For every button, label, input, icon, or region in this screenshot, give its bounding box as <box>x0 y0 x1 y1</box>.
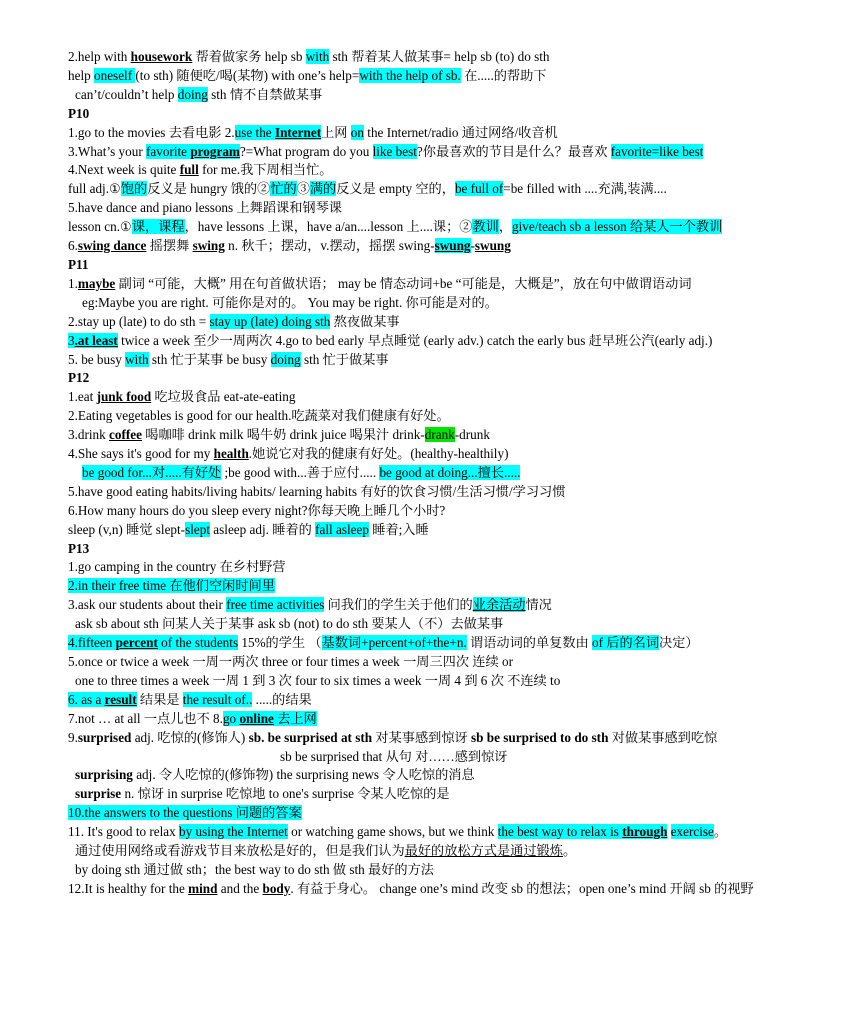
highlighted-text: be good for...对.....有好处 <box>82 464 222 480</box>
text-line <box>68 275 794 294</box>
highlighted-text: 业余活动 <box>472 597 526 613</box>
text-segment: asleep adj. 睡着的 <box>210 521 316 537</box>
page-heading <box>68 540 794 559</box>
text-segment: housework <box>130 49 193 64</box>
page-heading <box>68 105 794 124</box>
text-line <box>75 842 794 861</box>
text-segment: one to three times a week 一周 1 到 3 次 four to six times a week 一周 4 到 6 次 不连续 to <box>75 672 561 688</box>
highlighted-text: 3 <box>68 332 75 348</box>
text-segment: 1.eat <box>68 389 97 405</box>
text-segment: -drunk <box>454 427 490 443</box>
text-segment: maybe <box>77 275 116 291</box>
highlighted-text: percent <box>115 635 158 651</box>
highlighted-text: the best way to relax is <box>497 824 623 840</box>
text-segment: by doing sth 通过做 sth；the best way to do sth 做 sth 最好的方法 <box>75 861 434 877</box>
text-line <box>75 86 794 105</box>
text-segment: 摇摆舞 <box>146 238 193 254</box>
highlighted-text: online <box>239 710 274 726</box>
text-segment: .....的结果 <box>252 691 312 707</box>
text-line <box>68 332 794 351</box>
text-segment: P10 <box>68 105 90 121</box>
highlighted-text: be good at doing...擅长..... <box>379 464 521 480</box>
text-line <box>68 445 794 464</box>
highlighted-text: 基数词+percent+of+the+n. <box>321 635 467 651</box>
text-line <box>68 180 794 199</box>
highlighted-text: in their free time 在他们空闲时间里 <box>77 578 275 594</box>
highlighted-text: go <box>222 710 240 726</box>
highlighted-text: stay up (late) doing sth <box>209 313 331 329</box>
text-segment: junk food <box>96 389 152 405</box>
text-segment: 5.have dance and piano lessons 上舞蹈课和钢琴课 <box>68 200 342 216</box>
highlighted-text: favorite=like best <box>610 143 704 159</box>
highlighted-text: by using the Internet <box>179 824 288 840</box>
text-segment: 1.go to the movies 去看电影 2. <box>68 124 235 140</box>
text-segment: sth 情不自禁做某事 <box>207 86 323 102</box>
text-segment: 谓语动词的单复数由 <box>466 635 592 651</box>
text-segment: 6.How many hours do you sleep every night?你每天晚上睡几个小时? <box>68 502 446 518</box>
text-line <box>75 861 794 880</box>
text-segment: body <box>262 880 291 896</box>
highlighted-text: 忙的 <box>270 181 297 197</box>
highlighted-text: give/teach sb a lesson 给某人一个教训 <box>512 219 723 235</box>
text-segment: 4.She says it's good for my <box>68 446 214 462</box>
text-segment: 9. <box>68 729 78 745</box>
text-segment: 上网 <box>321 124 351 140</box>
text-line <box>68 748 861 767</box>
text-line <box>68 596 794 615</box>
text-segment: 问我们的学生关于他们的 <box>324 597 473 613</box>
text-segment: ，have lessons 上课，have a/an....lesson 上....课；② <box>184 219 473 235</box>
text-line <box>75 766 794 785</box>
text-segment: 对做某事感到吃惊 <box>608 729 718 745</box>
text-segment: 2.Eating vegetables is good for our health.吃蔬菜对我们健康有好处。 <box>68 408 450 424</box>
text-line <box>75 672 794 691</box>
text-segment: 吃垃圾食品 eat-ate-eating <box>151 389 296 405</box>
text-line <box>82 464 794 483</box>
text-line <box>75 785 794 804</box>
text-segment: . 有益于身心。 change one’s mind 改变 sb 的想法；open one’s mind 开阔 sb 的视野 <box>290 880 754 896</box>
text-segment: for me.我下周相当忙。 <box>198 162 333 178</box>
text-segment: 1. <box>68 275 78 291</box>
text-line <box>68 483 794 502</box>
text-segment: 反义是 hungry 饿的② <box>147 181 271 197</box>
highlighted-text: use the <box>234 124 275 140</box>
text-segment: coffee <box>109 427 142 443</box>
page-heading <box>68 256 794 275</box>
text-line <box>68 880 794 899</box>
text-segment: 帮着做家务 help sb <box>192 49 306 64</box>
highlighted-text: fifteen <box>77 635 116 651</box>
text-segment: drank <box>424 427 455 443</box>
highlighted-text: through <box>622 824 668 840</box>
text-line <box>68 634 794 653</box>
highlighted-text: 满的 <box>309 181 337 197</box>
highlighted-text: of 后的名词 <box>592 635 660 651</box>
text-segment: 熬夜做某事 <box>330 313 400 329</box>
text-segment: sth 忙于某事 be busy <box>148 351 271 367</box>
highlighted-text: exercise <box>670 824 714 840</box>
text-segment: 对某事感到惊讶 <box>372 729 471 745</box>
text-line <box>68 407 794 426</box>
highlighted-text: 去上网 <box>273 710 317 726</box>
text-segment: full adj.① <box>68 181 121 197</box>
highlighted-text: swung <box>434 238 471 254</box>
text-segment: sb be surprised that 从句 对……感到惊讶 <box>280 748 508 764</box>
text-segment: 4.Next week is quite <box>68 162 180 178</box>
text-segment: lesson cn.① <box>68 219 132 235</box>
highlighted-text: Internet <box>274 124 322 140</box>
text-segment: twice a week 至少一周两次 4.go to bed early 早点睡觉 (early adv.) catch the early bus 赶早班公汽(early adj.) <box>117 332 713 348</box>
highlighted-text: the result of.. <box>182 691 253 707</box>
text-line <box>68 351 794 370</box>
text-segment: 2.stay up (late) to do sth = <box>68 313 210 329</box>
text-segment: sb be surprised to do sth <box>471 729 609 745</box>
text-line <box>68 67 794 86</box>
text-line <box>68 426 794 445</box>
text-segment: 5.have good eating habits/living habits/ learning habits 有好的饮食习惯/生活习惯/学习习惯 <box>68 483 566 499</box>
text-line <box>68 388 794 407</box>
text-segment: ， <box>498 219 513 235</box>
highlighted-text: favorite <box>146 143 191 159</box>
text-segment: ③ <box>296 181 310 197</box>
text-line <box>68 823 823 842</box>
text-line <box>68 124 794 143</box>
highlighted-text: 饱的 <box>120 181 148 197</box>
text-segment: surprise <box>75 786 122 802</box>
text-line <box>82 294 794 313</box>
text-segment: swing dance <box>77 238 147 254</box>
text-segment: 3.drink <box>68 427 110 443</box>
text-segment: 反义是 empty 空的， <box>336 181 455 197</box>
highlighted-text: 课，课程 <box>131 219 185 235</box>
text-segment: P12 <box>68 370 90 386</box>
highlighted-text: doing <box>177 86 208 102</box>
text-segment: 5. be busy <box>68 351 126 367</box>
text-segment: surprising <box>75 767 133 783</box>
text-segment: health <box>213 446 249 462</box>
highlighted-text: with <box>125 351 149 367</box>
highlighted-text: 教训 <box>472 219 499 235</box>
text-segment: 睡着;入睡 <box>368 521 429 537</box>
highlighted-text: of the students <box>157 635 239 651</box>
text-segment: can’t/couldn’t help <box>75 86 178 102</box>
text-line <box>68 143 794 162</box>
text-segment: the Internet/radio 通过网络/收音机 <box>363 124 558 140</box>
text-segment: n. 惊讶 in surprise 吃惊地 to one's surprise 令某人吃惊的是 <box>121 786 450 802</box>
text-line <box>68 521 794 540</box>
text-segment: 副词 “可能，大概” 用在句首做状语； may be 情态动词+be “可能是，大概是”，放在句中做谓语动词 <box>115 275 692 291</box>
text-segment: sb. be surprised at sth <box>248 729 373 745</box>
text-segment: P11 <box>68 256 89 272</box>
text-line <box>68 237 794 256</box>
text-segment: 在.....的帮助下 <box>460 67 547 83</box>
highlighted-text: fall asleep <box>315 521 369 537</box>
highlighted-text: like best <box>372 143 417 159</box>
text-segment: 决定） <box>659 635 699 651</box>
text-segment: 2.help with <box>68 49 131 64</box>
text-segment: n. 秋千；摆动，v.摆动，摇摆 swing- <box>224 238 435 254</box>
text-segment: sth 忙于做某事 <box>300 351 389 367</box>
text-segment: full <box>179 162 199 178</box>
highlighted-text: 2. <box>68 578 78 594</box>
text-segment: 。 <box>562 843 577 859</box>
text-segment: 3.What’s your <box>68 143 147 159</box>
text-segment: 12.It is healthy for the <box>68 880 189 896</box>
text-segment: 结果是 <box>136 691 183 707</box>
highlighted-text: 10.the answers to the questions 问题的答案 <box>68 805 302 821</box>
text-segment: ?=What program do you <box>239 143 373 159</box>
highlighted-text: with the help of sb. <box>359 67 461 83</box>
highlighted-text: .at least <box>74 332 118 348</box>
text-line <box>68 218 794 237</box>
text-segment: sth 帮着某人做某事= help sb (to) do sth <box>329 49 550 64</box>
text-segment: 11. It's good to relax <box>68 824 180 840</box>
text-segment: .她说它对我的健康有好处。(healthy-healthily) <box>248 446 509 462</box>
highlighted-text: result <box>104 691 137 707</box>
text-line <box>68 313 794 332</box>
text-line <box>75 615 794 634</box>
text-segment: 通过使用网络或看游戏节目来放松是好的，但是我们认为 <box>75 843 405 859</box>
text-segment: eg:Maybe you are right. 可能你是对的。 You may be right. 你可能是对的。 <box>82 294 498 310</box>
text-segment: 1.go camping in the country 在乡村野营 <box>68 559 286 575</box>
text-segment: 最好的放松方式是通过锻炼 <box>404 843 563 859</box>
text-line <box>68 161 794 180</box>
text-segment: 15%的学生 （ <box>238 635 322 651</box>
text-segment: 3.ask our students about their <box>68 597 227 613</box>
highlighted-text: on <box>350 124 364 140</box>
text-segment: 6. <box>68 238 78 254</box>
text-segment: 情况 <box>525 597 552 613</box>
highlighted-text: free time activities <box>226 597 325 613</box>
text-segment: adj. 令人吃惊的(修饰物) the surprising news 令人吃惊的消息 <box>132 767 475 783</box>
highlighted-text: 6. as a <box>68 691 105 707</box>
page-heading <box>68 369 794 388</box>
text-segment: 。 <box>713 824 728 840</box>
highlighted-text: with <box>305 49 330 64</box>
text-line <box>68 577 794 596</box>
text-segment: adj. 吃惊的(修饰人) <box>131 729 249 745</box>
text-segment: 7.not … at all 一点儿也不 8. <box>68 710 223 726</box>
text-line <box>68 729 794 748</box>
text-line <box>68 199 794 218</box>
text-segment: P13 <box>68 540 90 556</box>
highlighted-text: slept <box>185 521 210 537</box>
text-segment: ask sb about sth 问某人关于某事 ask sb (not) to do sth 要某人（不）去做某事 <box>75 616 504 632</box>
highlighted-text: 4. <box>68 635 78 651</box>
text-segment: swung <box>474 238 511 254</box>
text-line <box>68 804 794 823</box>
highlighted-text: be full of <box>454 181 504 197</box>
text-line <box>68 48 794 67</box>
text-segment: ?你最喜欢的节目是什么？最喜欢 <box>416 143 611 159</box>
text-segment: - <box>470 238 475 254</box>
text-segment: and the <box>217 880 263 896</box>
highlighted-text: doing <box>270 351 301 367</box>
highlighted-text: oneself <box>94 67 136 83</box>
text-line <box>68 502 794 521</box>
text-segment: ;be good with...善于应付..... <box>221 464 380 480</box>
highlighted-text: program <box>190 143 240 159</box>
text-line <box>68 558 794 577</box>
text-line <box>68 710 794 729</box>
text-segment: surprised <box>77 729 132 745</box>
text-segment: sleep (v,n) 睡觉 slept- <box>68 521 186 537</box>
text-segment: =be filled with ....充满,装满.... <box>503 181 667 197</box>
text-segment: help <box>68 67 95 83</box>
text-segment: mind <box>188 880 218 896</box>
text-segment: or watching game shows, but we think <box>287 824 498 840</box>
text-segment: 喝咖啡 drink milk 喝牛奶 drink juice 喝果汁 drink- <box>141 427 425 443</box>
text-segment: (to sth) 随便吃/喝(某物) with one’s help= <box>135 67 360 83</box>
text-segment: 5.once or twice a week 一周一两次 three or four times a week 一周三四次 连续 or <box>68 654 513 669</box>
text-line <box>68 653 794 672</box>
text-segment: swing <box>192 238 225 254</box>
text-line <box>68 691 794 710</box>
